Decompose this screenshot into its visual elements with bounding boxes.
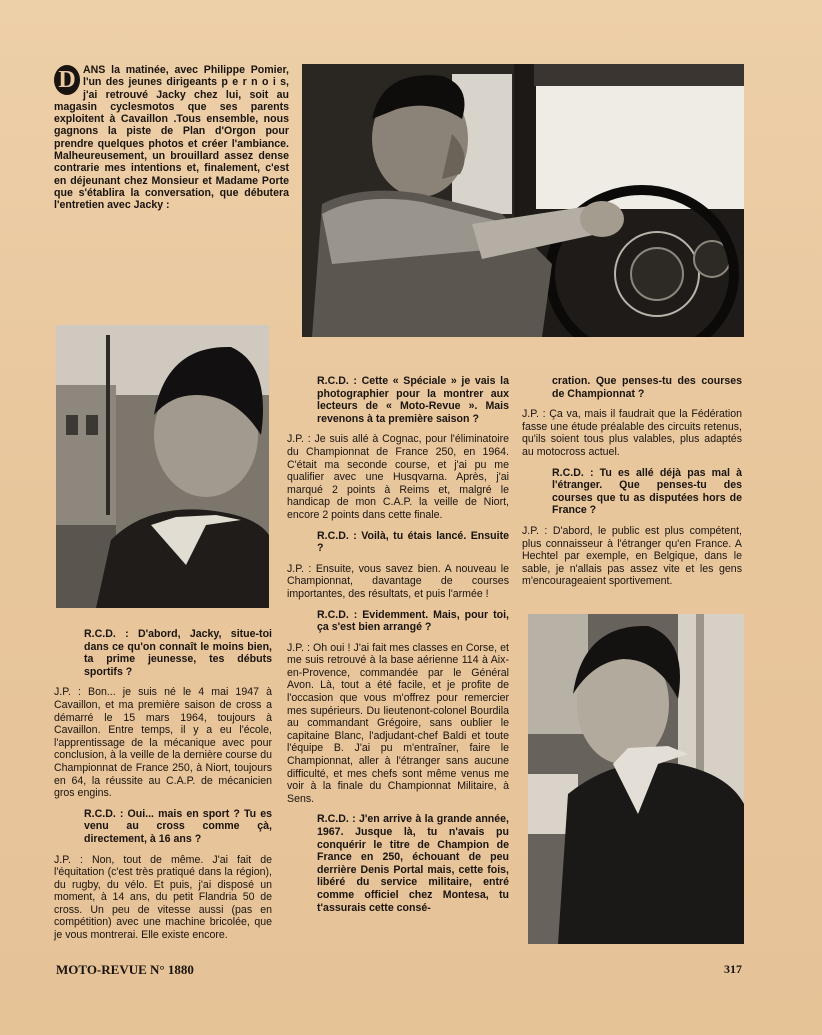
- question: R.C.D. : D'abord, Jacky, situe-toi dans ce qu'on connaît le moins bien, ta prime jeunesse, tes débuts sportifs ?: [84, 628, 272, 678]
- question: R.C.D. : Cette « Spéciale » je vais la photographier pour la montrer aux lecteurs de « Moto-Revue ». Mais revenons à ta première saison ?: [317, 375, 509, 425]
- question: cration. Que penses-tu des courses de Championnat ?: [552, 375, 742, 400]
- photo-driver-steering-wheel: [302, 64, 744, 337]
- answer: J.P. : Ensuite, vous savez bien. A nouveau le Championnat, davantage de courses importantes, des résultats, et puis l'armée !: [287, 562, 509, 600]
- photo-portrait-right-illustration: [528, 614, 744, 944]
- text-column-3: [522, 375, 742, 596]
- photo-portrait-right: [528, 614, 744, 944]
- photo-driver-illustration: [302, 64, 744, 337]
- question: R.C.D. : Evidemment. Mais, pour toi, ça s'est bien arrangé ?: [317, 608, 509, 634]
- question: R.C.D. : Tu es allé déjà pas mal à l'étranger. Que penses-tu des courses que tu as disputées hors de France ?: [552, 466, 742, 517]
- photo-portrait-left-illustration: [56, 325, 269, 608]
- page-number: 317: [724, 962, 742, 976]
- text-column-1: [54, 628, 272, 950]
- answer: J.P. : Je suis allé à Cognac, pour l'éliminatoire du Championnat de France 250, en 1964. C'était ma seconde course, et j'ai pu me qualifier avec une Husqvarna. Après, j'ai marqué 2 points à Reims et, malgré le handicap de mon C.A.P. la veille de Niort, encore 2 points dans cette finale.: [287, 433, 509, 521]
- text-column-2: [287, 375, 509, 922]
- answer: J.P. : Non, tout de même. J'ai fait de l'équitation (c'est très pratiqué dans la région), du rugby, du vélo. Et puis, j'ai disposé un moment, à 14 ans, du petit Flandria 50 de cross. Un peu de vitesse aussi (pas en compétition) avec une machine bricolée, que je vous montrerai. Elle existe encore.: [54, 853, 272, 942]
- answer: J.P. : Bon... je suis né le 4 mai 1947 à Cavaillon, et ma première saison de cross a démarré le 15 mars 1964, toujours à Cavaillon. Entre temps, il y a eu l'école, l'apprentissage de la mécanique avec pour conclusion, à la veille de la dernière course du Championnat de France 250, à Niort, toujours en 64, la réussite au C.A.P. de mécanicien gros engins.: [54, 686, 272, 800]
- intro-paragraph: [54, 64, 289, 212]
- intro-text: ANS la matinée, avec Philippe Pomier, l'un des jeunes dirigeants p e r n o i s, j'ai retrouvé Jacky chez lui, soit au magasin cyclesmotos que ses parents exploitent à Cavaillon .Tous ensemble, nous gagnons la piste de Plan d'Orgon pour prendre quelques photos et créer l'ambiance. Malheureusement, un brouillard assez dense contrarie mes intentions et, finalement, c'est en déjeunant chez Monsieur et Madame Porte que s'établira la conversation, que débutera l'entretien avec Jacky :: [54, 64, 289, 212]
- question: R.C.D. : Oui... mais en sport ? Tu es venu au cross comme çà, directement, à 16 ans ?: [84, 807, 272, 845]
- magazine-issue-label: MOTO-REVUE N° 1880: [56, 962, 194, 977]
- answer: J.P. : D'abord, le public est plus compétent, plus connaisseur à l'étranger qu'en France. A Hechtel par exemple, en Belgique, dans le sable, je n'allais pas assez vite et les gens m'encourageaient sportivement.: [522, 524, 742, 588]
- question: R.C.D. : Voilà, tu étais lancé. Ensuite ?: [317, 529, 509, 555]
- drop-cap: D: [54, 65, 80, 95]
- answer: J.P. : Ça va, mais il faudrait que la Fédération fasse une étude préalable des circuits retenus, qu'ils soient tous plus valables, plus adaptés au motocross actuel.: [522, 408, 742, 458]
- answer: J.P. : Oh oui ! J'ai fait mes classes en Corse, et me suis retrouvé à la base aérienne 114 à Aix-en-Provence, commandée par le Général Avon. Là, tout a été facile, et je profite de l'occasion que vous m'offrez pour remercier mes supérieurs. Du lieutenont-colonel Bourdila au commandant Grégoire, sans oublier le capitaine Blanc, l'adjudant-chef Baldi et toute l'équipe B. J'ai pu m'entraîner, faire le Championnat, aller à l'étranger sans aucune difficulté, et mes chefs sont même venus me voir à la finale du Championnat Militaire, à Sens.: [287, 641, 509, 805]
- question: R.C.D. : J'en arrive à la grande année, 1967. Jusque là, tu n'avais pu conquérir le titre de Champion de France en 250, échouant de peu derrière Denis Portal mais, cette fois, libéré du service militaire, entré comme officiel chez Montesa, tu t'assurais cette consé-: [317, 813, 509, 914]
- photo-portrait-left: [56, 325, 269, 608]
